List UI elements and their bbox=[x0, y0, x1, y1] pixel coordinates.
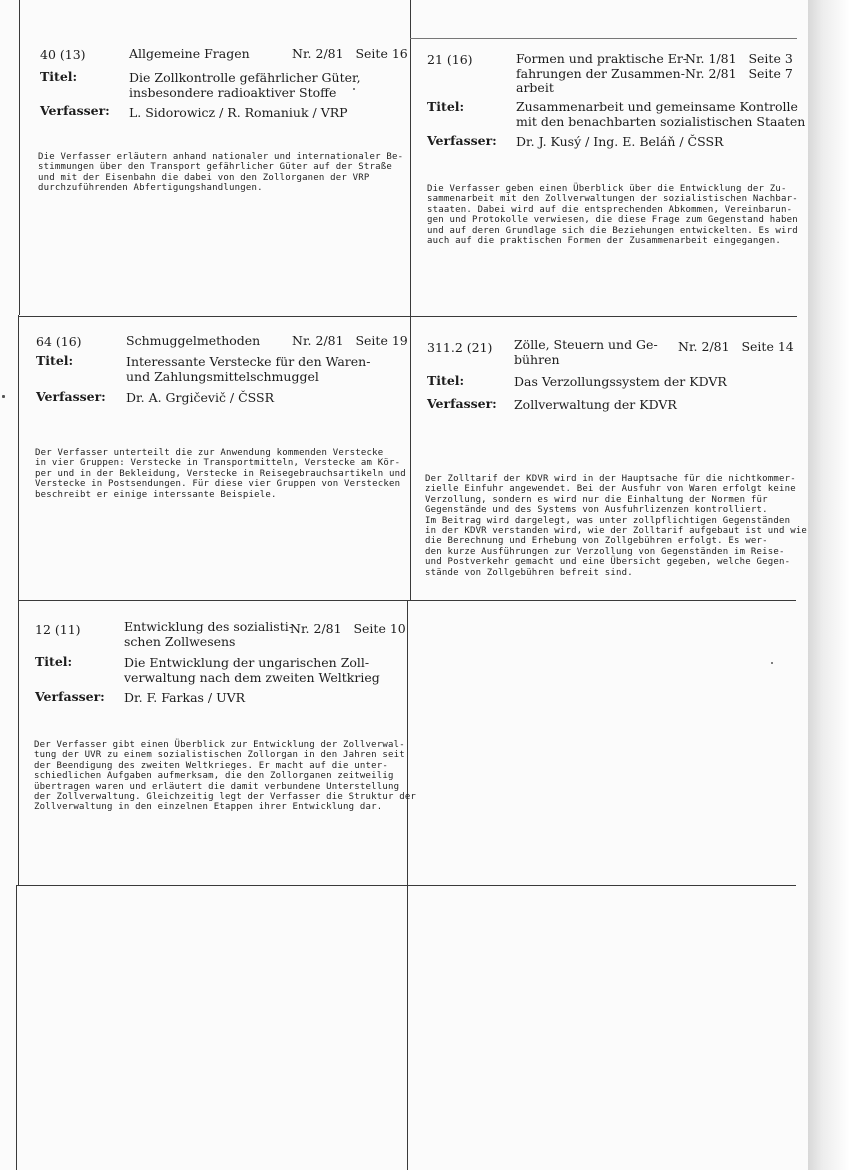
scan-speck bbox=[353, 88, 355, 90]
grid-hline-row1 bbox=[19, 316, 797, 317]
article-title: Die Entwicklung der ungarischen Zoll- verwaltung nach dem zweiten Weltkrieg bbox=[124, 655, 380, 685]
empty-cell-bottom-left bbox=[17, 886, 407, 1170]
author-label: Verfasser: bbox=[427, 133, 497, 148]
article-title: Zusammenarbeit und gemeinsame Kontrolle mit den benachbarten sozialistischen Staaten bbox=[516, 99, 806, 129]
article-title: Interessante Verstecke für den Waren- und Zahlungsmittelschmuggel bbox=[126, 354, 371, 384]
author-label: Verfasser: bbox=[35, 689, 105, 704]
card-subject: Schmuggelmethoden bbox=[126, 333, 261, 348]
article-abstract: Die Verfasser geben einen Überblick über die Entwicklung der Zu- sammenarbeit mit den Zollverwaltungen der sozialistischen Nachbar- staaten. Dabei wird auf die entsprechenden Abkommen, Vereinbarun- gen und Protokolle verwiesen, die diese Frage zum Gegenstand haben und auf deren Grundlage sich die Beziehungen entwickelten. Es wird auch auf die praktischen Formen der Zusammenarbeit eingegangen. bbox=[427, 184, 798, 247]
author-label: Verfasser: bbox=[427, 396, 497, 411]
card-number: 311.2 (21) bbox=[427, 340, 493, 355]
grid-vline-center bbox=[410, 0, 411, 600]
article-title: Die Zollkontrolle gefährlicher Güter, insbesondere radioaktiver Stoffe bbox=[129, 70, 361, 100]
title-label: Titel: bbox=[35, 654, 73, 669]
empty-cell-bottom-right bbox=[408, 886, 796, 1170]
grid-hline-top-right bbox=[410, 38, 797, 39]
card-number: 12 (11) bbox=[35, 622, 81, 637]
article-author: Dr. A. Grgičevič / ČSSR bbox=[126, 390, 275, 405]
card-reference: Nr. 2/81 Seite 19 bbox=[292, 333, 408, 348]
article-author: Dr. J. Kusý / Ing. E. Beláň / ČSSR bbox=[516, 134, 724, 149]
author-label: Verfasser: bbox=[36, 389, 106, 404]
card-reference: Nr. 2/81 Seite 14 bbox=[678, 339, 794, 354]
title-label: Titel: bbox=[427, 373, 465, 388]
empty-cell-middle-right bbox=[410, 601, 796, 885]
article-author: Zollverwaltung der KDVR bbox=[514, 397, 677, 412]
title-label: Titel: bbox=[36, 353, 74, 368]
scan-edge-shadow bbox=[808, 0, 850, 1170]
card-subject: Zölle, Steuern und Ge- bühren bbox=[514, 337, 658, 367]
article-abstract: Der Zolltarif der KDVR wird in der Hauptsache für die nichtkommer- zielle Einfuhr angewendet. Bei der Ausfuhr von Waren erfolgt keine Verzollung, sondern es wird nur die Einhaltung der Normen für Gegenstände und des Systems von Ausfuhrlizenzen kontrolliert. Im Beitrag wird dargelegt, was unter zollpflichtigen Gegenständen in der KDVR verstanden wird, wie der Zolltarif aufgebaut ist und wie die Berechnung und Erhebung von Zollgebühren erfolgt. Es wer- den kurze Ausführungen zur Verzollung von Gegenständen im Reise- und Postverkehr gemacht und eine Übersicht gegeben, welche Gegen- stände von Zollgebühren befreit sind. bbox=[425, 474, 808, 578]
card-reference: Nr. 1/81 Seite 3 Nr. 2/81 Seite 7 bbox=[685, 51, 793, 81]
card-subject: Entwicklung des sozialisti- schen Zollwesens bbox=[124, 619, 293, 649]
scan-speck bbox=[2, 395, 5, 398]
card-number: 64 (16) bbox=[36, 334, 82, 349]
article-abstract: Die Verfasser erläutern anhand nationaler und internationaler Be- stimmungen über den Transport gefährlicher Güter auf der Straße und mit der Eisenbahn die dabei von den Zollorganen der VRP durchzuführenden Abfertigungshandlungen. bbox=[38, 152, 404, 194]
card-reference: Nr. 2/81 Seite 16 bbox=[292, 46, 408, 61]
card-subject: Formen und praktische Er- fahrungen der Zusammen- arbeit bbox=[516, 51, 688, 95]
title-label: Titel: bbox=[40, 69, 78, 84]
article-title: Das Verzollungssystem der KDVR bbox=[514, 374, 727, 389]
card-reference: Nr. 2/81 Seite 10 bbox=[290, 621, 406, 636]
article-abstract: Der Verfasser gibt einen Überblick zur Entwicklung der Zollverwal- tung der UVR zu einem sozialistischen Zollorgan in den Jahren seit der Beendigung des zweiten Weltkrieges. Er macht auf die unter- schiedlichen Aufgaben aufmerksam, die den Zollorganen zeitweilig übertragen waren und erläutert die damit verbundene Unterstellung der Zollverwaltung. Gleichzeitig legt der Verfasser die Struktur der Zollverwaltung in den einzelnen Etappen ihrer Entwicklung dar. bbox=[34, 740, 417, 813]
card-subject: Allgemeine Fragen bbox=[129, 46, 250, 61]
card-number: 40 (13) bbox=[40, 47, 86, 62]
title-label: Titel: bbox=[427, 99, 465, 114]
scan-speck bbox=[771, 662, 773, 664]
article-author: L. Sidorowicz / R. Romaniuk / VRP bbox=[129, 105, 348, 120]
author-label: Verfasser: bbox=[40, 103, 110, 118]
article-abstract: Der Verfasser unterteilt die zur Anwendung kommenden Verstecke in vier Gruppen: Verstecke in Transportmitteln, Verstecke am Kör- per und in der Bekleidung, Verstecke in Reisegebrauchsartikeln und Verstecke in Postsendungen. Für diese vier Gruppen von Verstecken beschreibt er einige interssante Beispiele. bbox=[35, 448, 406, 500]
card-number: 21 (16) bbox=[427, 52, 473, 67]
grid-vline-left bbox=[19, 0, 20, 315]
article-author: Dr. F. Farkas / UVR bbox=[124, 690, 246, 705]
